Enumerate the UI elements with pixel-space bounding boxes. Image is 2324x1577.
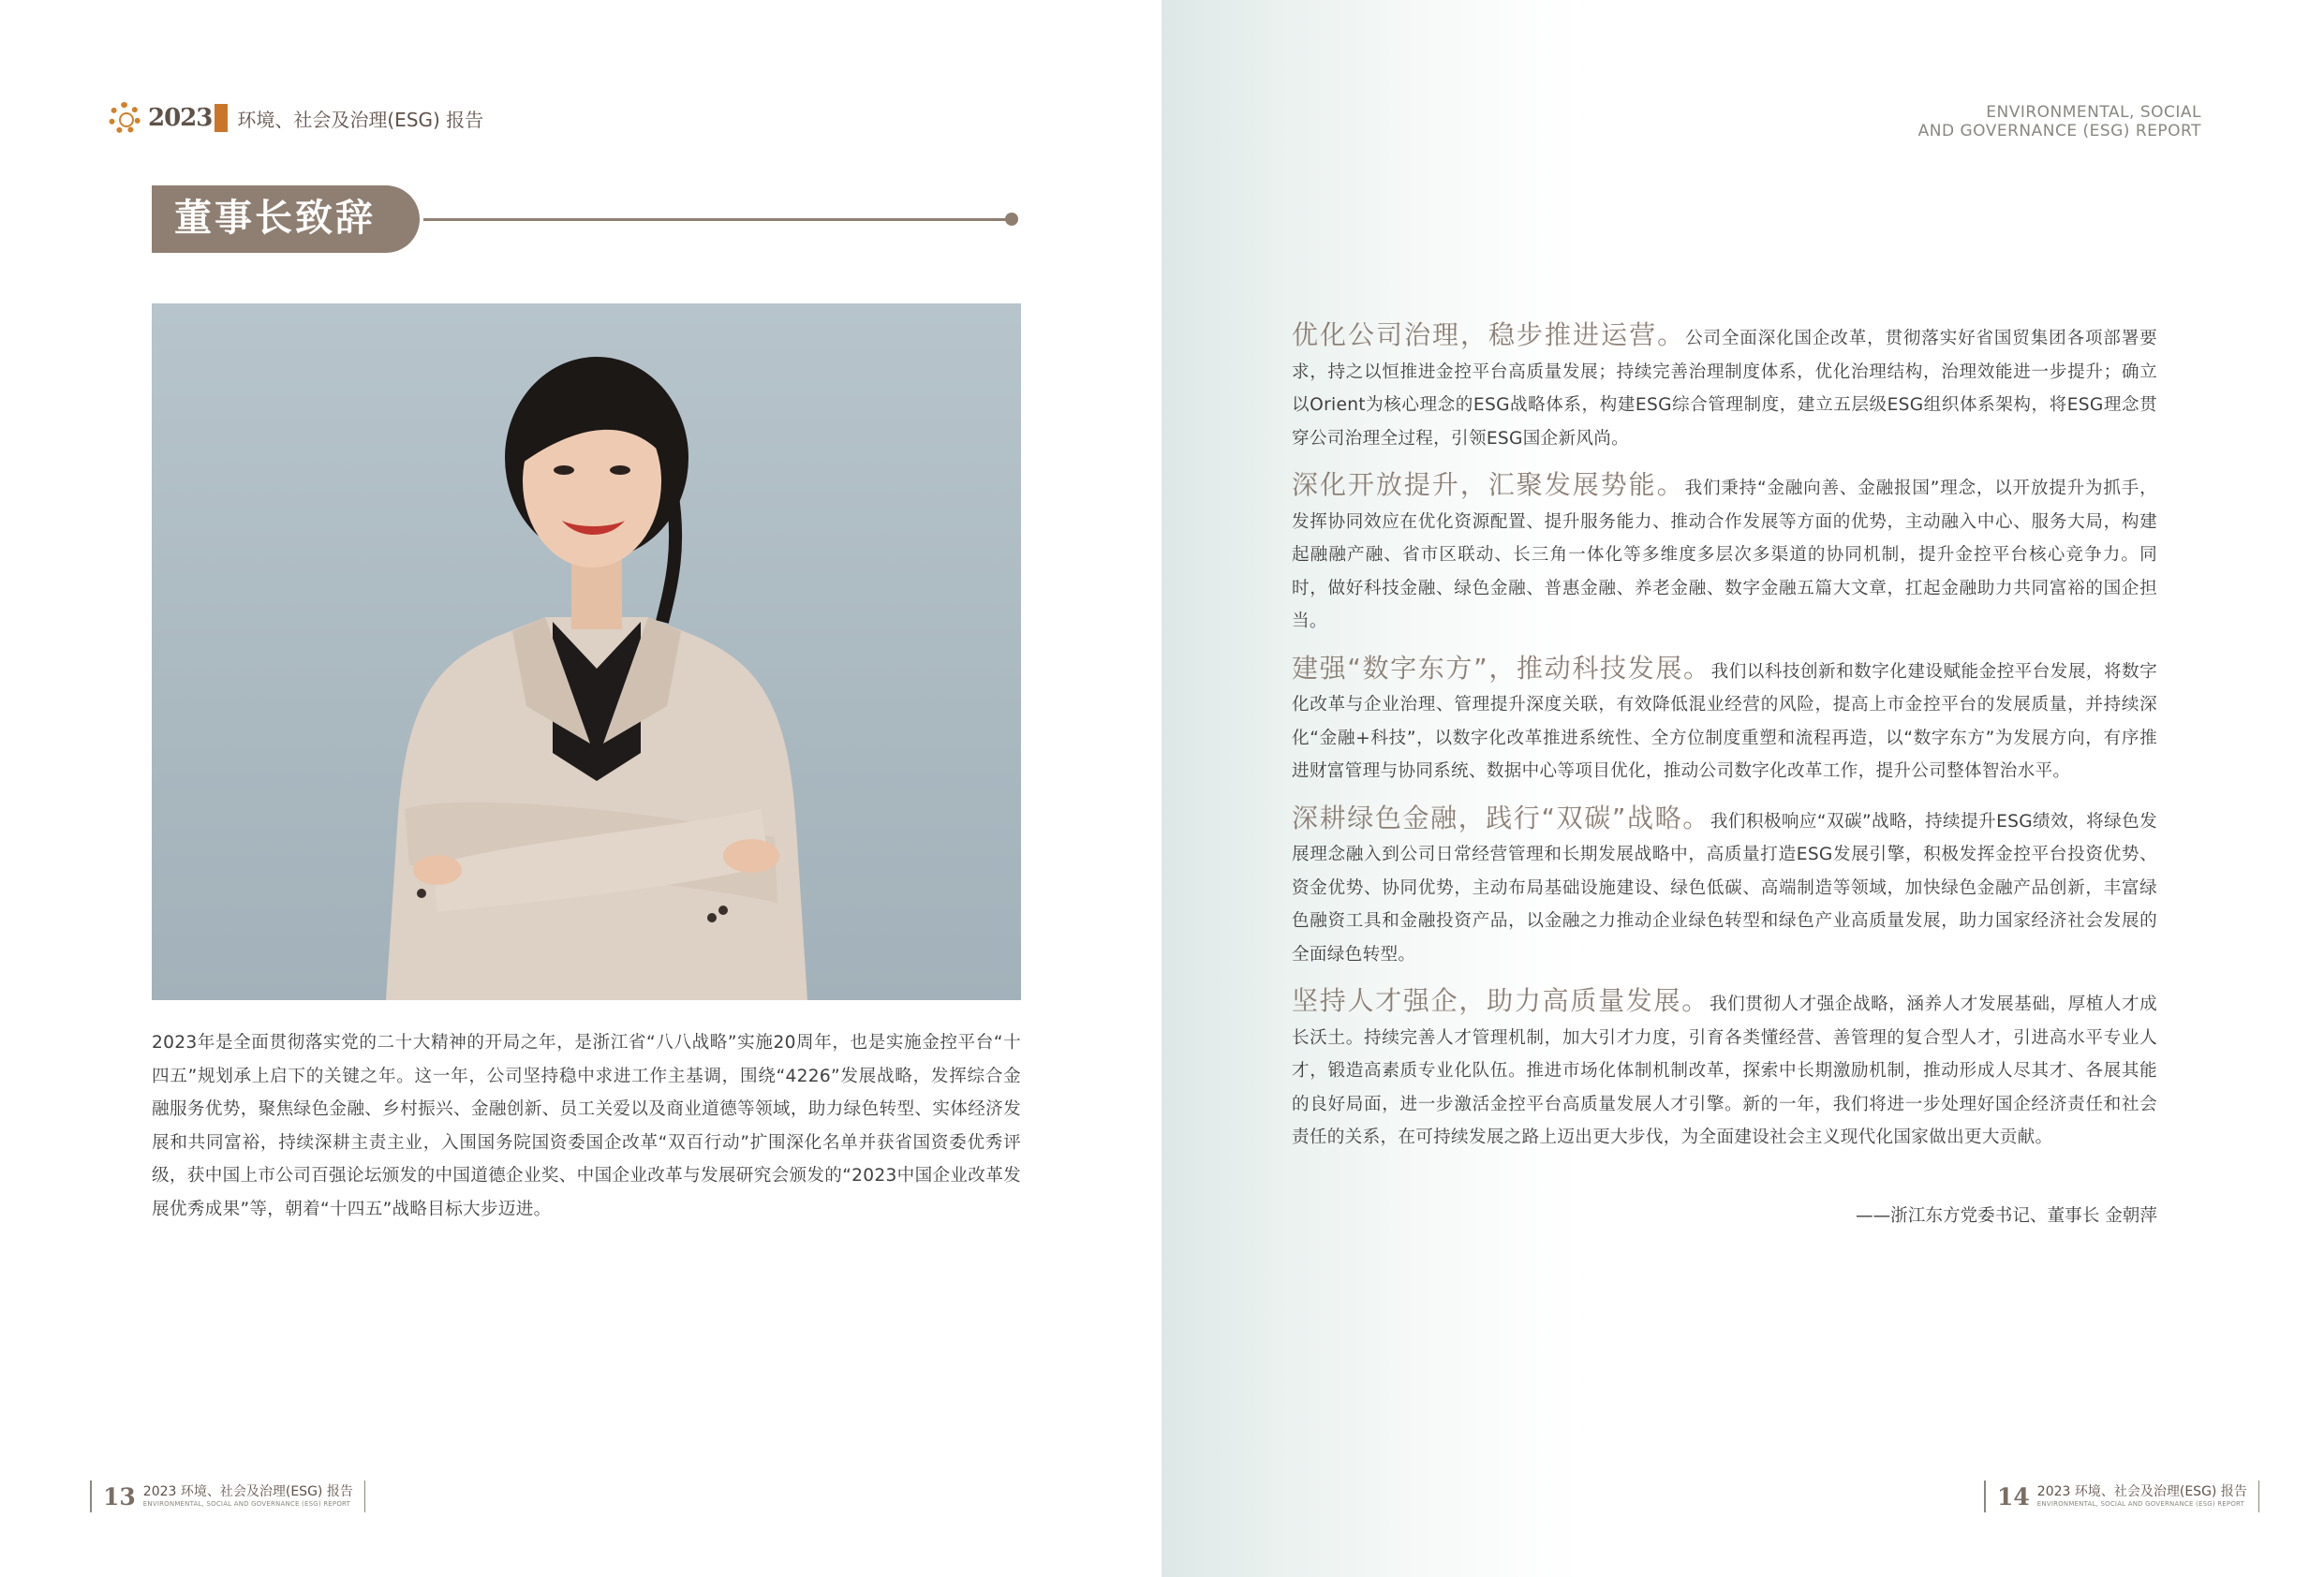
paragraph-body: 我们以科技创新和数字化建设赋能金控平台发展，将数字化改革与企业治理、管理提升深度关联，有效降低混业经营的风险，提高上市金控平台的发展质量，并持续深化“金融+科技”，以数字化改革推进系统性、全方位制度重塑和流程再造，以“数字东方”为发展方向，有序推进财富管理与协同系统、数据中心等项目优化，推动公司数字化改革工作，提升公司整体智治水平。 — [1292, 661, 2157, 781]
header-right-line1: ENVIRONMENTAL, SOCIAL — [1986, 103, 2201, 122]
footer-text — [2037, 1484, 2247, 1509]
paragraph-body: 我们秉持“金融向善、金融报国”理念，以开放提升为抓手，发挥协同效应在优化资源配置、提升服务能力、推动合作发展等方面的优势，主动融入中心、服务大局，构建起融融产融、省市区联动、长三角一体化等多维度多层次多渠道的协同机制，提升金控平台核心竞争力。同时，做好科技金融、绿色金融、普惠金融、养老金融、数字金融五篇大文章，扛起金融助力共同富裕的国企担当。 — [1292, 479, 2157, 631]
paragraph-heading: 优化公司治理，稳步推进运营。 — [1292, 319, 1686, 350]
header-right — [1808, 103, 2201, 140]
right-column — [1292, 318, 2157, 1168]
header-left — [109, 99, 483, 137]
title-divider-dot — [1005, 213, 1018, 226]
chairman-portrait — [152, 303, 1021, 1000]
gear-logo-icon — [109, 102, 141, 134]
paragraph-body: 我们积极响应“双碳”战略，持续提升ESG绩效，将绿色发展理念融入到公司日常经营管理和长期发展战略中，高质量打造ESG发展引擎，积极发挥金控平台投资优势、资金优势、协同优势，主动布局基础设施建设、绿色低碳、高端制造等领域，加快绿色金融产品创新，丰富绿色融资工具和金融投资产品，以金融之力推动企业绿色转型和绿色产业高质量发展，助力国家经济社会发展的全面绿色转型。 — [1292, 811, 2158, 965]
header-title: 环境、社会及治理(ESG) 报告 — [237, 108, 484, 131]
section-title: 董事长致辞 — [174, 197, 376, 240]
header-badge — [215, 104, 228, 132]
page-number: 14 — [1997, 1482, 2030, 1511]
footer-bar — [1984, 1481, 1986, 1512]
footer-bar — [90, 1481, 92, 1512]
footer-title: 2023 环境、社会及治理(ESG) 报告 — [142, 1484, 353, 1499]
footer-right — [1984, 1478, 2259, 1515]
title-divider-line — [423, 218, 1014, 221]
footer-subtitle: ENVIRONMENTAL, SOCIAL AND GOVERNANCE (ESG) REPORT — [142, 1500, 351, 1508]
page-number: 13 — [103, 1482, 136, 1511]
left-body-text: 2023年是全面贯彻落实党的二十大精神的开局之年，是浙江省“八八战略”实施20周年，也是实施金控平台“十四五”规划承上启下的关键之年。这一年，公司坚持稳中求进工作主基调，围绕“4226”发展战略，发挥综合金融服务优势，聚焦绿色金融、乡村振兴、金融创新、员工关爱以及商业道德等领域，助力绿色转型、实体经济发展和共同富裕，持续深耕主责主业，入围国务院国资委国企改革“双百行动”扩围深化名单并获省国资委优秀评级，获中国上市公司百强论坛颁发的中国道德企业奖、中国企业改革与发展研究会颁发的“2023中国企业改革发展优秀成果”等，朝着“十四五”战略目标大步迈进。 — [152, 1033, 1021, 1219]
footer-subtitle: ENVIRONMENTAL, SOCIAL AND GOVERNANCE (ESG) REPORT — [2036, 1500, 2245, 1508]
paragraph-body: 公司全面深化国企改革，贯彻落实好省国贸集团各项部署要求，持之以恒推进金控平台高质量发展；持续完善治理制度体系，优化治理结构，治理效能进一步提升；确立以Orient为核心理念的ESG战略体系，构建ESG综合管理制度，建立五层级ESG组织体系架构，将ESG理念贯穿公司治理全过程，引领ESG国企新风尚。 — [1292, 329, 2157, 449]
header-right-line2: AND GOVERNANCE (ESG) REPORT — [1917, 122, 2201, 140]
paragraph-body: 我们贯彻人才强企战略，涵养人才发展基础，厚植人才成长沃土。持续完善人才管理机制，加大引才力度，引育各类懂经营、善管理的复合型人才，引进高水平专业人才，锻造高素质专业化队伍。推进市场化体制机制改革，探索中长期激励机制，推动形成人尽其才、各展其能的良好局面，进一步激活金控平台高质量发展人才引擎。新的一年，我们将进一步处理好国企经济责任和社会责任的关系，在可持续发展之路上迈出更大步伐，为全面建设社会主义现代化国家做出更大贡献。 — [1292, 995, 2157, 1147]
footer-bar-end — [2258, 1481, 2259, 1512]
header-year: 2023 — [148, 104, 213, 132]
paragraph-heading: 建强“数字东方”，推动科技发展。 — [1292, 652, 1711, 684]
paragraph-digital — [1292, 652, 2157, 788]
footer-bar-end — [364, 1481, 365, 1512]
paragraph-governance — [1292, 318, 2157, 455]
footer-title: 2023 环境、社会及治理(ESG) 报告 — [2036, 1484, 2247, 1499]
footer-text — [143, 1484, 353, 1509]
signature: ——浙江东方党委书记、董事长 金朝萍 — [1855, 1206, 2157, 1226]
paragraph-talent — [1292, 984, 2157, 1155]
paragraph-heading: 深耕绿色金融，践行“双碳”战略。 — [1292, 802, 1710, 833]
footer-left — [90, 1478, 365, 1515]
paragraph-heading: 坚持人才强企，助力高质量发展。 — [1292, 985, 1710, 1016]
paragraph-openness — [1292, 468, 2157, 639]
paragraph-heading: 深化开放提升，汇聚发展势能。 — [1292, 469, 1685, 500]
paragraph-green-finance — [1292, 802, 2157, 972]
